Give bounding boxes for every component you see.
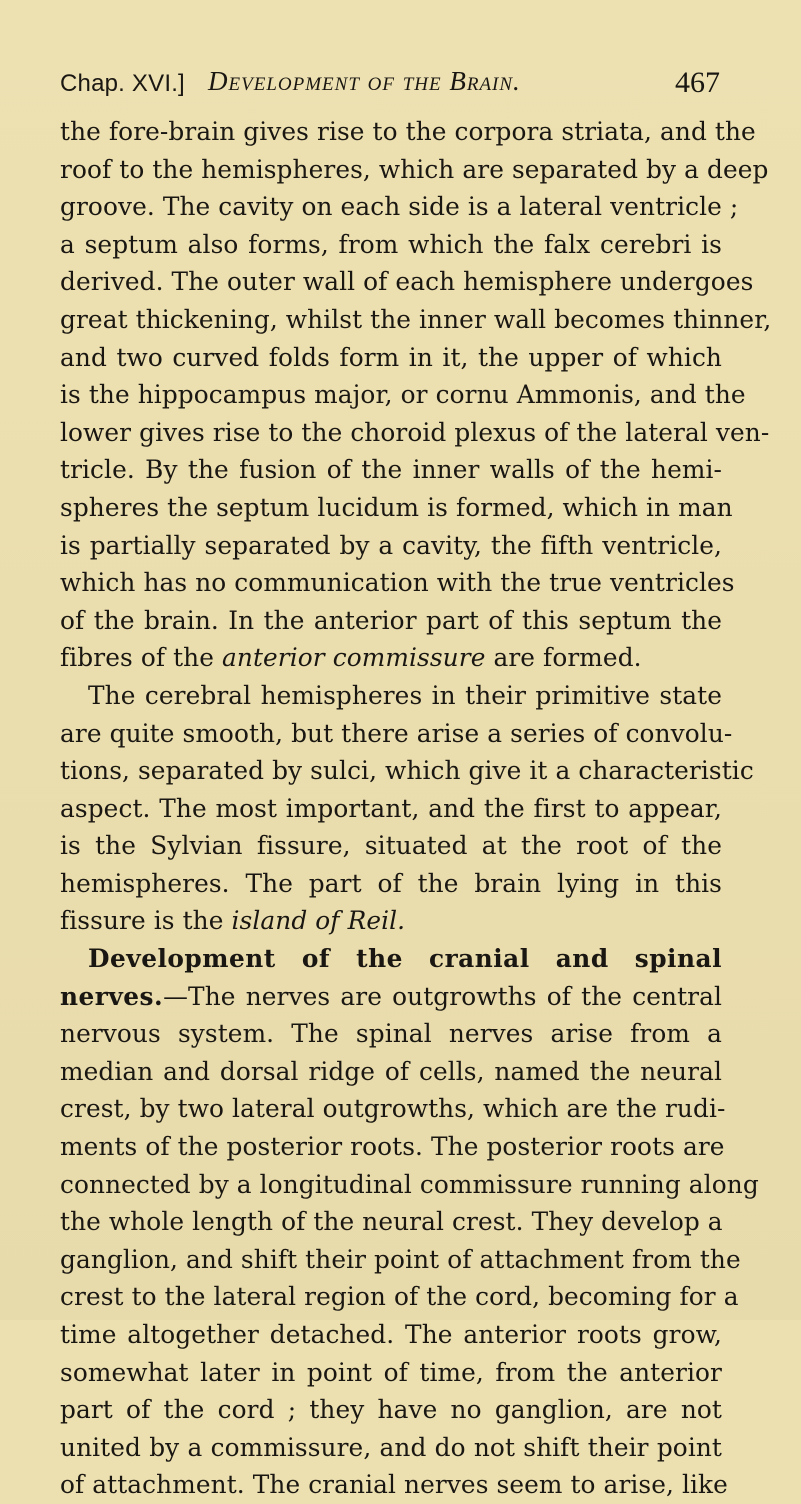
text-line: [60, 978, 722, 1016]
chapter-label: Chap. XVI.]: [60, 70, 185, 97]
running-head: [60, 66, 720, 106]
text-line: part of the cord ; they have no ganglion, are not: [60, 1395, 722, 1425]
text-line: the fore-brain gives rise to the corpora striata, and the: [60, 117, 756, 146]
text-line: connected by a longitudinal commissure running along: [60, 1169, 759, 1199]
text-line: ganglion, and shift their point of attachment from the: [60, 1244, 741, 1274]
text-line: and two curved folds form in it, the upper of which: [60, 342, 722, 372]
text-line: are quite smooth, but there arise a series of convolu-: [60, 718, 733, 748]
text-line: somewhat later in point of time, from the anterior: [60, 1357, 722, 1387]
page-number: 467: [675, 66, 720, 99]
text-line: the whole length of the neural crest. They develop a: [60, 1207, 723, 1237]
text-line: [60, 902, 722, 940]
text-line: time altogether detached. The anterior roots grow,: [60, 1320, 722, 1349]
text-line: united by a commissure, and do not shift their point: [60, 1432, 722, 1462]
text-line: hemispheres. The part of the brain lying in this: [60, 868, 722, 898]
section-heading: Development of the cranial and spinal: [88, 944, 722, 974]
text-fragment: fissure is the: [60, 906, 232, 936]
text-line: is partially separated by a cavity, the fifth ventricle,: [60, 530, 722, 560]
section-heading-end: nerves.: [60, 981, 164, 1011]
text-line: of attachment. The cranial nerves seem to arise, like: [60, 1470, 728, 1500]
text-line: which has no communication with the true ventricles: [60, 568, 735, 598]
text-line: a septum also forms, from which the falx cerebri is: [60, 229, 722, 259]
text-fragment: fibres of the: [60, 643, 222, 673]
text-fragment: are formed.: [485, 643, 642, 673]
running-title: Development of the Brain.: [208, 66, 521, 96]
text-line: [60, 639, 722, 677]
text-line: aspect. The most important, and the first to appear,: [60, 793, 722, 823]
text-line: derived. The outer wall of each hemisphere undergoes: [60, 267, 754, 297]
text-line: is the hippocampus major, or cornu Ammonis, and the: [60, 380, 746, 410]
text-line: roof to the hemispheres, which are separated by a deep: [60, 154, 769, 184]
italic-term: anterior commissure: [222, 643, 486, 673]
body-text: [60, 113, 772, 1504]
text-line: spheres the septum lucidum is formed, which in man: [60, 492, 733, 522]
text-line: crest to the lateral region of the cord, becoming for a: [60, 1282, 739, 1312]
text-line: nervous system. The spinal nerves arise from a: [60, 1019, 722, 1049]
text-fragment: —The nerves are outgrowths of the central: [163, 981, 722, 1011]
text-line: groove. The cavity on each side is a lateral ventricle ;: [60, 192, 739, 222]
text-line: is the Sylvian fissure, situated at the root of the: [60, 831, 722, 861]
italic-term: island of Reil.: [231, 906, 406, 936]
text-line: crest, by two lateral outgrowths, which are the rudi-: [60, 1094, 726, 1124]
text-line: median and dorsal ridge of cells, named the neural: [60, 1056, 722, 1086]
text-line: tricle. By the fusion of the inner walls of the hemi-: [60, 455, 722, 485]
text-line: ments of the posterior roots. The posterior roots are: [60, 1132, 725, 1162]
text-line: of the brain. In the anterior part of this septum the: [60, 605, 722, 635]
text-line: The cerebral hemispheres in their primitive state: [88, 680, 722, 710]
text-line: tions, separated by sulci, which give it a characteristic: [60, 756, 754, 786]
text-line: lower gives rise to the choroid plexus of the lateral ven-: [60, 417, 770, 447]
text-line: great thickening, whilst the inner wall becomes thinner,: [60, 304, 772, 334]
